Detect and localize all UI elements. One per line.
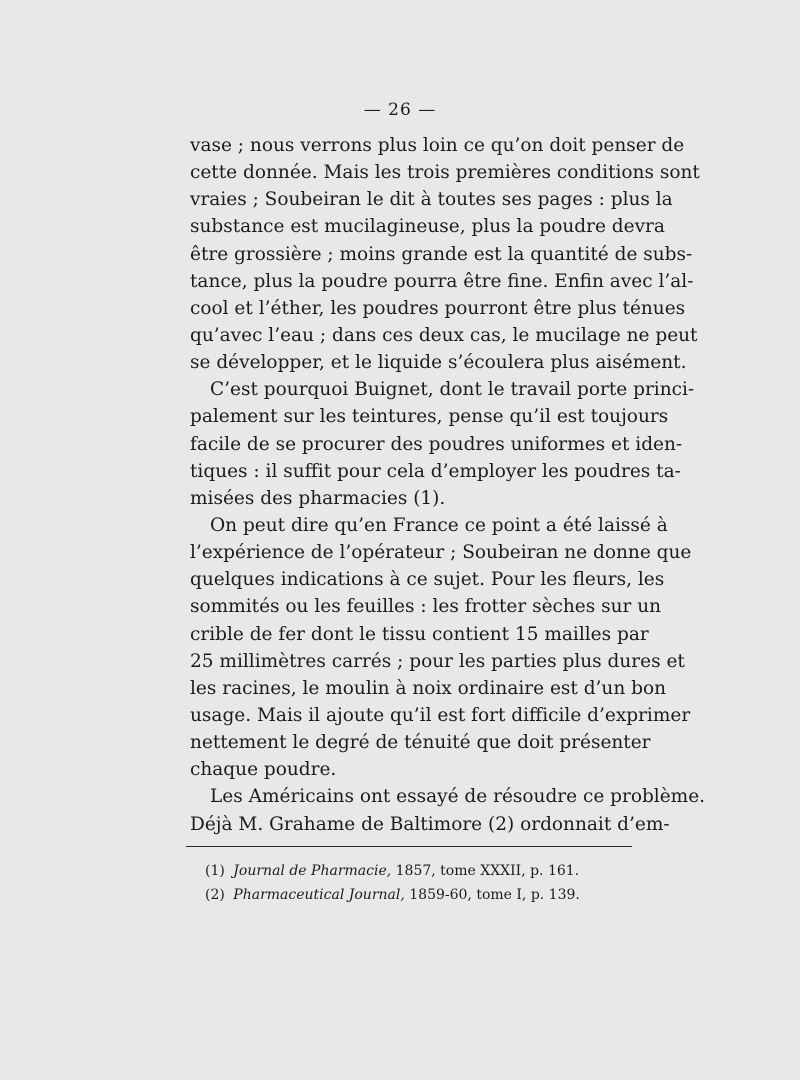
footnote-2 — [205, 883, 635, 907]
text-line: C’est pourquoi Buignet, dont le travail porte princi- — [210, 379, 695, 401]
text-line: les racines, le moulin à noix ordinaire est d’un bon — [190, 677, 667, 699]
text-line: substance est mucilagineuse, plus la poudre devra — [190, 216, 665, 238]
footnote-source-title: Journal de Pharmacie, — [233, 863, 392, 879]
text-line: nettement le degré de ténuité que doit présenter — [190, 732, 651, 754]
page-number: — 26 — — [363, 100, 437, 120]
text-line: crible de fer dont le tissu contient 15 mailles par — [190, 623, 649, 645]
text-line: Les Américains ont essayé de résoudre ce problème. — [210, 786, 706, 808]
text-line: Déjà M. Grahame de Baltimore (2) ordonnait d’em- — [190, 813, 670, 835]
text-line: cette donnée. Mais les trois premières conditions sont — [190, 162, 700, 184]
footnote-1 — [205, 859, 635, 883]
text-line: l’expérience de l’opérateur ; Soubeiran ne donne que — [190, 542, 692, 564]
text-line: usage. Mais il ajoute qu’il est fort difficile d’exprimer — [190, 704, 691, 726]
footnote-divider — [186, 846, 632, 847]
footnote-mark: (2) — [205, 887, 225, 903]
text-line: On peut dire qu’en France ce point a été laissé à — [210, 514, 668, 536]
text-line: 25 millimètres carrés ; pour les parties plus dures et — [190, 650, 685, 672]
text-line: vase ; nous verrons plus loin ce qu’on doit penser de — [190, 135, 685, 156]
footnotes — [205, 859, 635, 907]
text-line: tance, plus la poudre pourra être fine. Enfin avec l’al- — [190, 270, 694, 292]
text-line: sommités ou les feuilles : les frotter sèches sur un — [190, 596, 662, 618]
text-line: palement sur les teintures, pense qu’il est toujours — [190, 406, 669, 428]
text-line: qu’avec l’eau ; dans ces deux cas, le mucilage ne peut — [190, 324, 698, 346]
text-line: être grossière ; moins grande est la quantité de subs- — [190, 243, 693, 265]
text-line: quelques indications à ce sujet. Pour les fleurs, les — [190, 569, 665, 591]
text-line: vraies ; Soubeiran le dit à toutes ses pages : plus la — [190, 189, 673, 211]
body-text — [190, 132, 706, 838]
text-line: cool et l’éther, les poudres pourront être plus ténues — [190, 297, 686, 319]
footnote-mark: (1) — [205, 863, 225, 879]
text-line: tiques : il suffit pour cela d’employer les poudres ta- — [190, 460, 681, 482]
footnote-reference: 1859-60, tome I, p. 139. — [409, 887, 580, 903]
footnote-source-title: Pharmaceutical Journal, — [233, 887, 405, 903]
footnote-reference: 1857, tome XXXII, p. 161. — [395, 863, 580, 879]
text-line: facile de se procurer des poudres uniformes et iden- — [190, 433, 683, 455]
text-line: se développer, et le liquide s’écoulera plus aisément. — [190, 352, 687, 374]
text-line: chaque poudre. — [190, 759, 337, 781]
text-line: misées des pharmacies (1). — [190, 487, 446, 509]
